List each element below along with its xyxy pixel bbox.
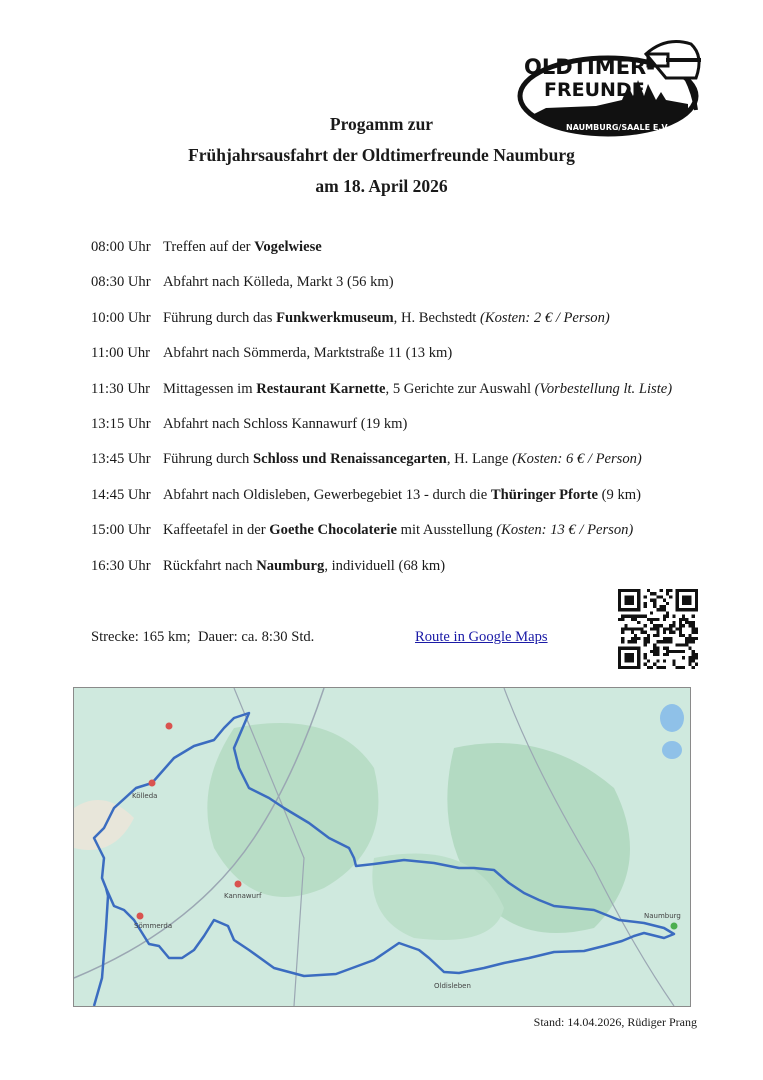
schedule-time: 13:15 Uhr: [91, 415, 151, 432]
map-pin-icon: [137, 913, 144, 920]
description-text: Mittagessen im: [163, 380, 257, 397]
description-text: , 5 Gerichte zur Auswahl: [385, 380, 535, 397]
description-text: Treffen auf der: [163, 239, 255, 255]
schedule-description: [163, 381, 672, 398]
schedule-time: 15:00 Uhr: [91, 522, 151, 539]
schedule-description: [163, 558, 445, 575]
map-label: Kannawurf: [224, 892, 262, 900]
highlight-text: Thüringer Pforte: [490, 486, 598, 503]
cost-note: (Kosten: 2 € / Person): [480, 309, 610, 326]
schedule-row: [91, 558, 731, 593]
map-pin-icon: [671, 923, 678, 930]
schedule-time: 11:00 Uhr: [91, 345, 151, 362]
description-text: , H. Bechstedt: [393, 309, 481, 326]
logo-text-oldtimer: OLDTIMER-: [524, 55, 655, 79]
schedule-row: [91, 310, 731, 345]
cost-note: (Kosten: 6 € / Person): [512, 451, 642, 468]
description-text: Führung durch das: [163, 309, 277, 326]
cost-note: (Kosten: 13 € / Person): [496, 522, 634, 539]
schedule-time: 11:30 Uhr: [91, 380, 151, 397]
highlight-text: Schloss und Renaissancegarten: [253, 451, 447, 468]
schedule-row: [91, 274, 731, 309]
description-text: Rückfahrt nach: [163, 557, 257, 574]
schedule-description: [163, 416, 407, 433]
cost-note: (Vorbestellung lt. Liste): [534, 380, 673, 397]
map-pin-icon: [235, 881, 242, 888]
schedule-description: [163, 487, 641, 504]
lake: [660, 704, 684, 732]
highlight-text: Goethe Chocolaterie: [269, 522, 397, 539]
qr-code: [617, 589, 699, 669]
schedule-description: [163, 274, 394, 291]
schedule-time: 08:00 Uhr: [91, 239, 151, 255]
schedule-row: [91, 239, 731, 274]
description-text: (9 km): [597, 486, 641, 503]
schedule-row: [91, 451, 731, 486]
schedule-row: [91, 522, 731, 557]
schedule-row: [91, 381, 731, 416]
map-label: Oldisleben: [434, 982, 471, 990]
description-text: Kaffeetafel in der: [163, 522, 270, 539]
description-text: Abfahrt nach Oldisleben, Gewerbegebiet 13 - durch die: [163, 486, 491, 503]
description-text: Abfahrt nach Sömmerda, Marktstraße 11 (13 km): [163, 345, 453, 362]
lake: [662, 741, 682, 759]
schedule-time: 13:45 Uhr: [91, 451, 151, 468]
schedule-description: [163, 239, 322, 256]
schedule-description: [163, 345, 452, 362]
highlight-text: Funkwerkmuseum: [276, 309, 394, 326]
description-text: mit Ausstellung: [396, 522, 497, 539]
schedule-description: [163, 310, 610, 327]
schedule-time: 14:45 Uhr: [91, 486, 151, 503]
route-map[interactable]: [73, 687, 691, 1007]
route-summary: Strecke: 165 km; Dauer: ca. 8:30 Std.: [91, 629, 315, 645]
schedule-row: [91, 345, 731, 380]
logo-text-freunde: FREUNDE: [544, 79, 645, 101]
footer-stand: Stand: 14.04.2026, Rüdiger Prang: [533, 1015, 697, 1029]
map-label: Sömmerda: [134, 922, 173, 930]
description-text: , individuell (68 km): [324, 557, 446, 574]
schedule-row: [91, 416, 731, 451]
logo-text-subline: NAUMBURG/SAALE E.V.: [566, 123, 670, 132]
highlight-text: Restaurant Karnette: [256, 380, 386, 397]
google-maps-link[interactable]: Route in Google Maps: [415, 629, 548, 645]
schedule-time: 10:00 Uhr: [91, 309, 151, 326]
title-line-1: Progamm zur: [329, 114, 434, 134]
map-pin-icon: [166, 723, 173, 730]
schedule-time: 16:30 Uhr: [91, 557, 151, 574]
description-text: Abfahrt nach Kölleda, Markt 3 (56 km): [163, 274, 394, 291]
map-label: Kölleda: [132, 792, 158, 800]
map-label: Naumburg: [644, 912, 681, 920]
description-text: Führung durch: [163, 451, 253, 468]
map-pin-icon: [149, 780, 156, 787]
schedule-description: [163, 522, 633, 539]
highlight-text: Naumburg: [256, 557, 325, 574]
schedule-description: [163, 451, 642, 468]
description-text: Abfahrt nach Schloss Kannawurf (19 km): [163, 415, 408, 432]
description-text: , H. Lange: [446, 451, 513, 468]
schedule-time: 08:30 Uhr: [91, 274, 151, 291]
title-line-3: am 18. April 2026: [315, 176, 448, 196]
highlight-text: Vogelwiese: [254, 239, 322, 255]
schedule-list: [91, 239, 731, 593]
schedule-row: [91, 487, 731, 522]
title-line-2: Frühjahrsausfahrt der Oldtimerfreunde Naumburg: [188, 145, 575, 165]
